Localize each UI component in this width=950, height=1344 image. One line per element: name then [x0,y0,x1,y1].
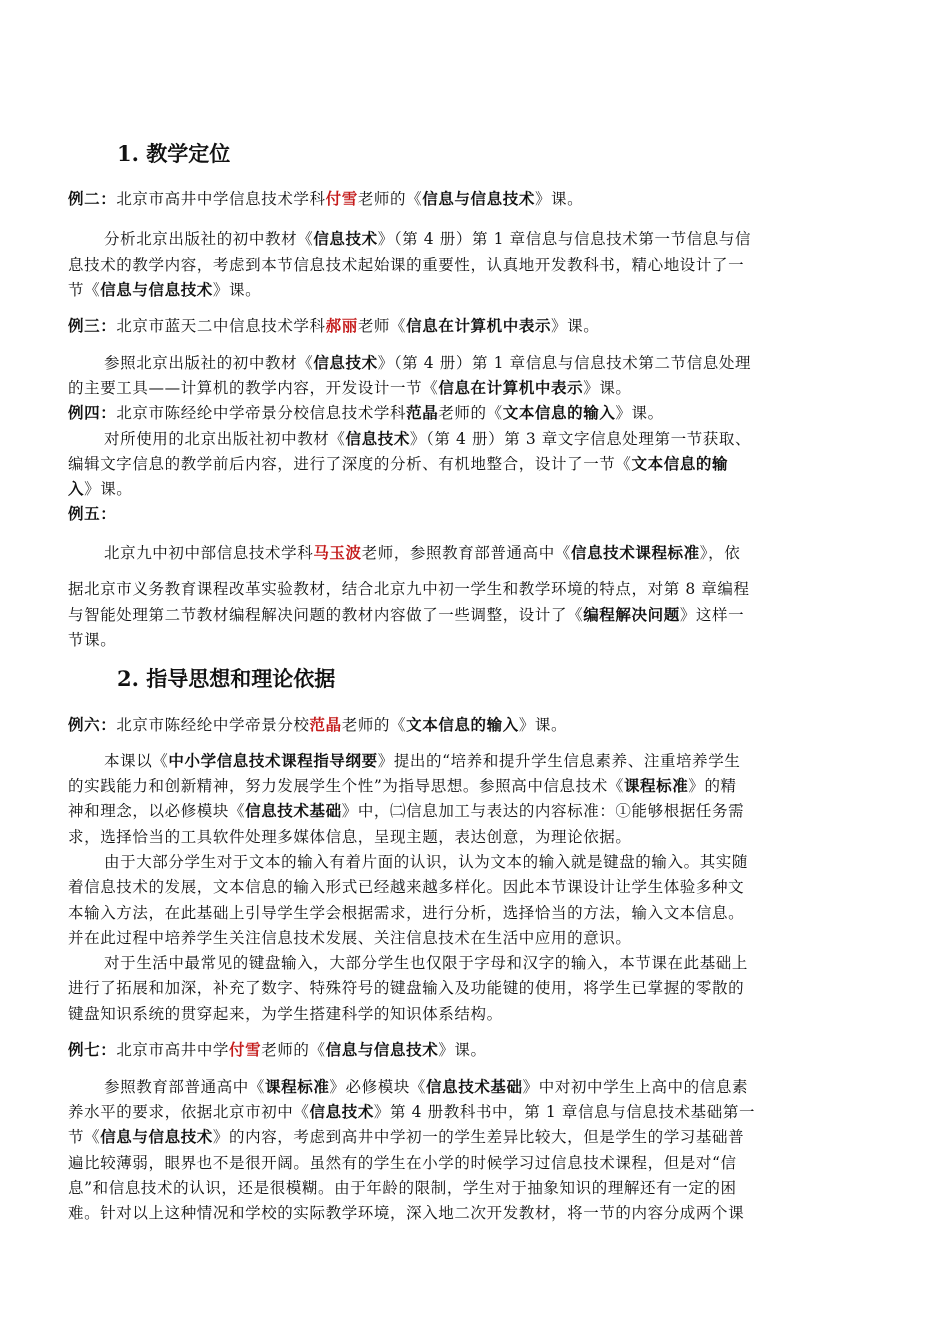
paragraph-line: 求，选择恰当的工具软件处理多媒体信息，呈现主题，表达创意，为理论依据。 [68,828,632,846]
text: 老师的《 [357,190,423,208]
text: 信息技术课程标准 [570,543,700,562]
text: 》（第 4 册）第 1 章信息与信息技术第二节信息处理 [377,354,752,372]
text: 》课。 [551,317,600,335]
text: 》中，㈡信息加工与表达的内容标准：①能够根据任务需 [341,802,745,820]
text: 》课。 [212,281,262,299]
text: 与智能处理第二节教材编程解决问题的教材内容做了一些调整，设计了《 [68,606,584,624]
text: 》课。 [518,716,568,734]
text: 北京市高井中学信息技术学科 [116,190,326,208]
example-6-title [68,713,880,735]
paragraph-line [68,477,880,499]
text: 课程标准 [623,776,689,795]
course-title: 信息与信息技术 [422,189,535,208]
paragraph-line: 息技术的教学内容，考虑到本节信息技术起始课的重要性，认真地开发教科书，精心地设计了一 [68,256,745,274]
text: 》（第 4 册）第 3 章文字信息处理第一节获取、 [409,430,752,448]
section-heading-2: 2. 指导思想和理论依据 [117,666,336,691]
paragraph-line: 由于大部分学生对于文本的输入有着片面的认识，认为文本的输入就是键盘的输入。其实随 [104,853,749,871]
text: 信息与信息技术 [100,1127,213,1146]
text: 》的精 [688,777,737,795]
teacher-name: 付雪 [325,189,358,208]
paragraph-line: 据北京市义务教育课程改革实验教材，结合北京九中初一学生和教学环境的特点，对第 8 章编程 [68,580,750,598]
text: 养水平的要求，依据北京市初中《 [68,1103,310,1121]
paragraph-line [68,1100,880,1122]
paragraph-line: 着信息技术的发展，文本信息的输入形式已经越来越多样化。因此本节课设计让学生体验多种文 [68,878,745,896]
paragraph-line [104,541,880,563]
course-title: 文本信息的输入 [502,403,616,422]
paragraph-line: 节课。 [68,631,117,649]
paragraph-line: 遍比较薄弱，眼界也不是很开阔。虽然有的学生在小学的时候学习过信息技术课程，但是对“信 [68,1154,737,1172]
text: 北京市陈经纶中学帝景分校信息技术学科 [116,404,407,422]
text: 编程解决问题 [583,605,680,624]
paragraph-line [68,603,880,625]
text: 》提出的“培养和提升学生信息素养、注重培养学生 [377,752,741,770]
course-title: 文本信息的输入 [406,715,519,734]
text: 》的内容，考虑到高井中学初一的学生差异比较大，但是学生的学习基础普 [212,1128,745,1146]
paragraph-line [104,1075,880,1097]
text: 参照教育部普通高中《 [104,1078,266,1096]
example-label: 例二： [68,189,117,208]
course-title: 信息与信息技术 [325,1040,439,1059]
example-label: 例三： [68,316,117,335]
paragraph-line [104,227,880,249]
paragraph-line [68,452,880,474]
teacher-name: 马玉波 [313,543,362,562]
teacher-name: 郝丽 [325,316,358,335]
text: 课程标准 [265,1077,330,1096]
text: 信息在计算机中表示 [438,378,584,397]
paragraph-line: 键盘知识系统的贯穿起来，为学生搭建科学的知识体系结构。 [68,1005,503,1023]
text: 节《 [68,1128,101,1146]
text: 》课。 [615,404,664,422]
text: 》必修模块《 [329,1078,427,1096]
text: 》，依 [699,544,741,562]
paragraph-line [104,351,880,373]
text: 老师的《 [261,1041,326,1059]
text: 信息与信息技术 [100,280,213,299]
example-5-title [68,502,880,524]
text: 北京市陈经纶中学帝景分校 [116,716,310,734]
example-label: 例五： [68,504,117,523]
paragraph-line [68,799,880,821]
text: 入 [68,479,85,498]
text: 》中对初中学生上高中的信息素 [522,1078,749,1096]
text: 老师《 [357,317,407,335]
text: 对所使用的北京出版社初中教材《 [104,430,346,448]
example-3-title [68,314,880,336]
example-7-title [68,1038,880,1060]
section-heading-1: 1. 教学定位 [117,141,231,166]
text: 参照北京出版社的初中教材《 [104,354,314,372]
example-label: 例四： [68,403,117,422]
paragraph-line [68,1125,880,1147]
text: 本课以《 [104,752,169,770]
text: 》第 4 册教科书中，第 1 章信息与信息技术基础第一 [373,1103,756,1121]
text: 信息技术 [309,1102,374,1121]
paragraph-line: 对于生活中最常见的键盘输入，大部分学生也仅限于字母和汉字的输入，本节课在此基础上 [104,954,749,972]
paragraph-line [68,278,880,300]
text: 文本信息的输 [631,454,729,473]
paragraph-line: 本输入方法，在此基础上引导学生学会根据需求，进行分析，选择恰当的方法，输入文本信息。 [68,904,745,922]
text: 北京市高井中学 [116,1041,230,1059]
example-4-title [68,401,880,423]
text: 神和理念，以必修模块《 [68,802,246,820]
text: 信息技术基础 [245,801,342,820]
text: 的实践能力和创新精神，努力发展学生个性”为指导思想。参照高中信息技术《 [68,777,624,795]
text: 信息技术基础 [426,1077,523,1096]
text: 》这样一 [679,606,745,624]
paragraph-line [68,376,880,398]
text: 的主要工具——计算机的教学内容，开发设计一节《 [68,379,439,397]
text: 老师的《 [438,404,503,422]
text: 北京九中初中部信息技术学科 [104,544,314,562]
paragraph-line: 息”和信息技术的认识，还是很模糊。由于年龄的限制，学生对于抽象知识的理解还有一定的困 [68,1179,737,1197]
text: 信息技术 [313,353,378,372]
text: 编辑文字信息的教学前后内容，进行了深度的分析、有机地整合，设计了一节《 [68,455,632,473]
text: 老师，参照教育部普通高中《 [361,544,571,562]
teacher-name: 范晶 [309,715,342,734]
text: 信息技术 [345,429,410,448]
text: 北京市蓝天二中信息技术学科 [116,317,326,335]
text: 》（第 4 册）第 1 章信息与信息技术第一节信息与信 [377,230,752,248]
paragraph-line: 难。针对以上这种情况和学校的实际教学环境，深入地二次开发教材，将一节的内容分成两个课 [68,1204,745,1222]
teacher-name: 付雪 [229,1040,262,1059]
paragraph-line [68,774,880,796]
example-2-title [68,187,880,209]
text: 》课。 [534,190,584,208]
example-label: 例七： [68,1040,117,1059]
text: 》课。 [438,1041,487,1059]
example-label: 例六： [68,715,117,734]
text: 》课。 [583,379,632,397]
paragraph-line: 进行了拓展和加深，补充了数字、特殊符号的键盘输入及功能键的使用，将学生已掌握的零散的 [68,979,745,997]
paragraph-line: 并在此过程中培养学生关注信息技术发展、关注信息技术在生活中应用的意识。 [68,929,632,947]
paragraph-line [104,749,880,771]
teacher-name: 范晶 [406,403,439,422]
text: 分析北京出版社的初中教材《 [104,230,314,248]
text: 中小学信息技术课程指导纲要 [168,751,378,770]
text: 》课。 [84,480,133,498]
text: 信息技术 [313,229,378,248]
paragraph-line [104,427,880,449]
course-title: 信息在计算机中表示 [406,316,552,335]
text: 节《 [68,281,101,299]
text: 老师的《 [341,716,407,734]
